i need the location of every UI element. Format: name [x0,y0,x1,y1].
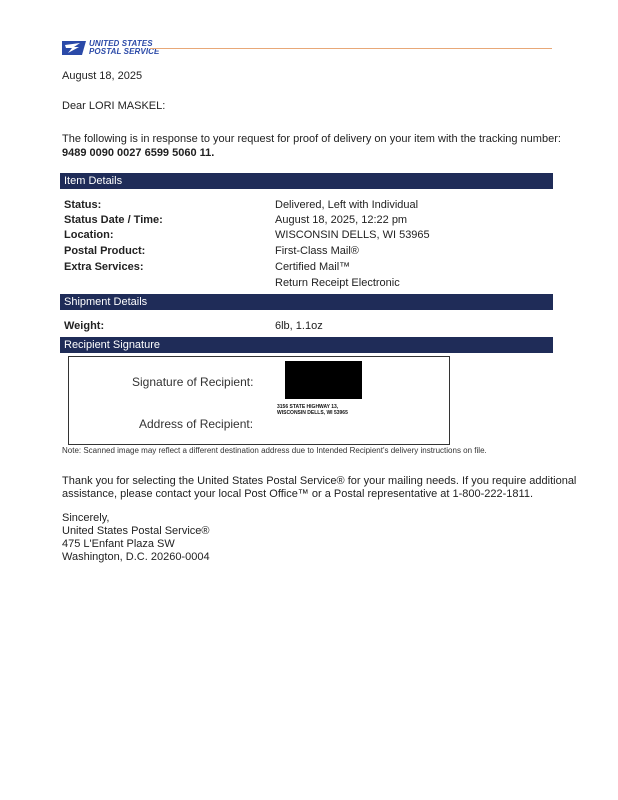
weight-row [64,320,544,333]
letter-date: August 18, 2025 [62,70,143,82]
item-details-title: Item Details [64,175,123,187]
weight-label: Weight: [64,320,105,332]
recipient-signature-title: Recipient Signature [64,339,161,351]
recipient-address [277,404,348,416]
signature-box [68,356,450,445]
signature-label: Signature of Recipient: [132,375,254,389]
detail-label: Status Date / Time: [64,214,163,226]
detail-label: Extra Services: [64,261,144,273]
detail-row-date [64,214,544,227]
address-line-1: 3156 STATE HIGHWAY 13, [277,404,339,410]
detail-label: Postal Product: [64,245,146,257]
logo-line-2: POSTAL SERVICE [89,47,160,56]
scan-note: Note: Scanned image may reflect a different destination address due to Intended Recipient's delivery instructions on file. [62,446,487,455]
address-label: Address of Recipient: [139,417,254,431]
detail-value: Delivered, Left with Individual [275,199,419,211]
detail-row-location [64,229,544,242]
salutation: Dear LORI MASKEL: [62,100,166,112]
detail-label: Location: [64,229,114,241]
sincerely: Sincerely, [62,512,110,524]
detail-row-product [64,245,544,258]
eagle-icon [62,39,86,57]
tracking-number: 9489 0090 0027 6599 5060 11. [62,147,215,159]
thanks-line-1: Thank you for selecting the United States Postal Service® for your mailing needs. If you require additional [62,475,577,487]
intro-text: The following is in response to your request for proof of delivery on your item with the tracking number: [62,133,561,145]
item-details-header [60,173,553,189]
thanks-line-2: assistance, please contact your local Post Office™ or a Postal representative at 1-800-222-1811. [62,488,534,500]
sender-address-1: 475 L'Enfant Plaza SW [62,538,175,550]
detail-row-status [64,199,544,212]
detail-value: WISCONSIN DELLS, WI 53965 [275,229,430,241]
sender-address-2: Washington, D.C. 20260-0004 [62,551,210,563]
detail-label: Status: [64,199,102,211]
shipment-details-title: Shipment Details [64,296,148,308]
weight-value: 6lb, 1.1oz [275,320,323,332]
address-line-2: WISCONSIN DELLS, WI 53965 [277,410,348,416]
detail-row-extra-services [64,261,544,274]
redacted-signature [285,361,362,399]
recipient-signature-header [60,337,553,353]
detail-value: First-Class Mail® [275,245,359,257]
detail-value: Certified Mail™ [275,261,351,273]
shipment-details-header [60,294,553,310]
detail-value: Return Receipt Electronic [275,277,400,289]
detail-value: August 18, 2025, 12:22 pm [275,214,408,226]
detail-row-extra-services-2 [64,277,544,290]
usps-logo [62,38,159,58]
sender-name: United States Postal Service® [62,525,210,537]
header-rule [150,48,552,49]
logo-line-1: UNITED STATES [89,39,153,48]
